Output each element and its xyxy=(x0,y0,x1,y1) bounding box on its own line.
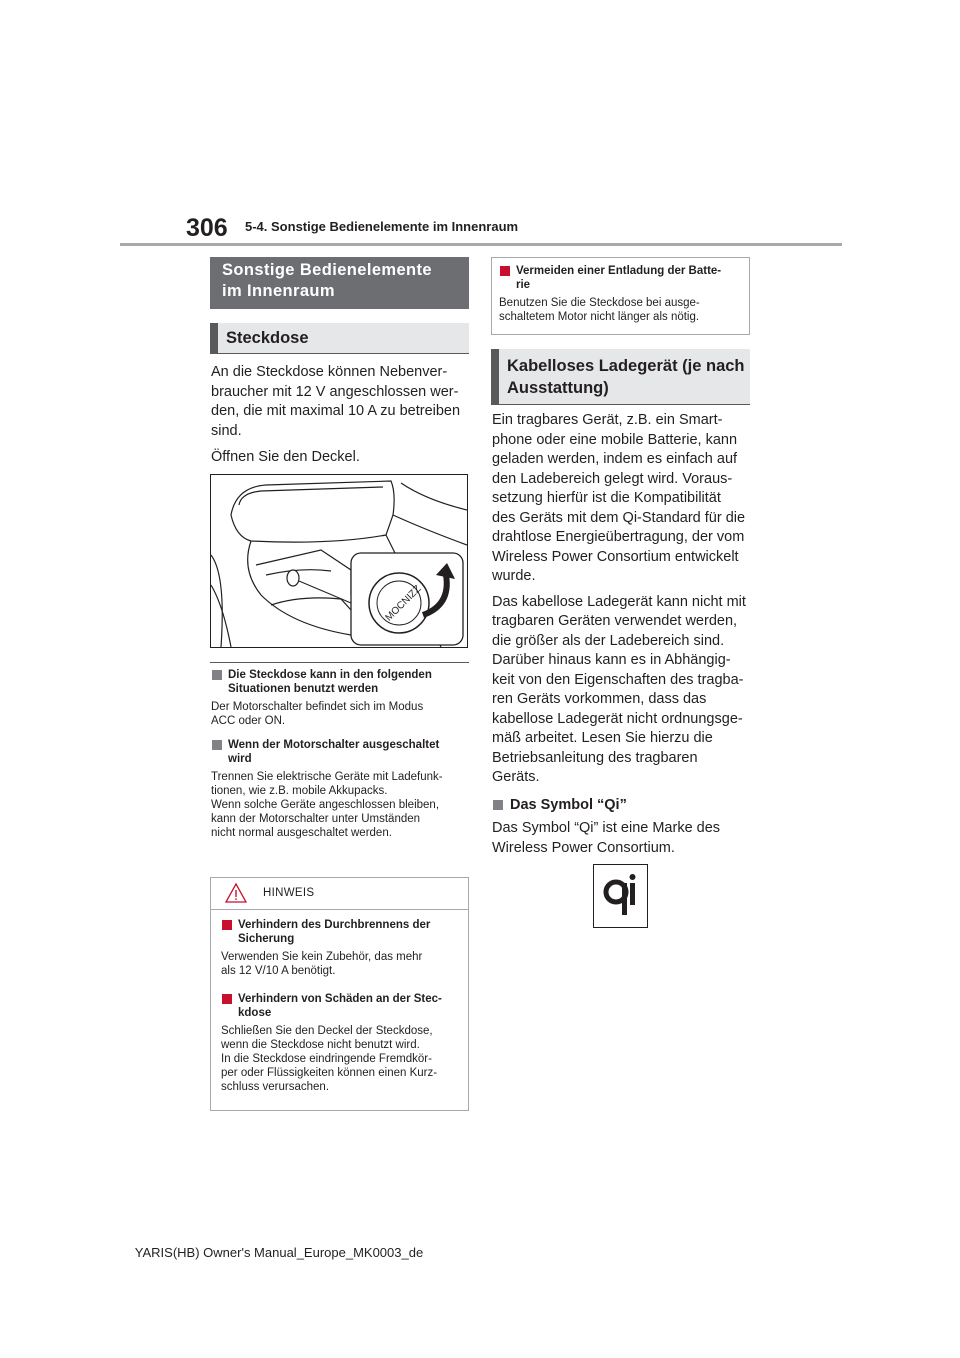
kabellos-p2-line: die größer als der Ladebereich sind. xyxy=(492,632,725,649)
hinweis2-body-line3: In die Steckdose eindringende Fremdkör- xyxy=(221,1053,432,1065)
note1-body-line2: ACC oder ON. xyxy=(211,715,286,727)
kabellos-p1-line: den Ladebereich gelegt wird. Voraus- xyxy=(492,470,733,487)
qi-title: Das Symbol “Qi” xyxy=(510,796,627,813)
qi-logo-icon xyxy=(594,865,647,927)
steckdose-intro xyxy=(211,363,469,468)
kabellos-p1-line: phone oder eine mobile Batterie, kann xyxy=(492,431,738,448)
steckdose-heading: Steckdose xyxy=(210,323,469,354)
kabellos-p1-line: Ein tragbares Gerät, z.B. ein Smart- xyxy=(492,412,723,428)
notes-divider xyxy=(210,662,469,663)
kabellos-para1 xyxy=(492,411,752,587)
battery-note-title xyxy=(499,264,742,292)
battery-body-line1: Benutzen Sie die Steckdose bei ausge- xyxy=(499,297,700,309)
qi-logo-box xyxy=(593,864,648,928)
footer xyxy=(0,1245,960,1260)
kabellos-p1-line: des Geräts mit dem Qi-Standard für die xyxy=(492,509,746,526)
battery-title-line1: Vermeiden einer Entladung der Batte- xyxy=(516,265,722,277)
hinweis2-body-line2: wenn die Steckdose nicht benutzt wird. xyxy=(221,1039,420,1051)
steckdose-para2: Öffnen Sie den Deckel. xyxy=(211,449,360,465)
kabellos-p2-line: keit von den Eigenschaften des tragba- xyxy=(492,671,744,688)
hinweis2-body-line1: Schließen Sie den Deckel der Steckdose, xyxy=(221,1025,433,1037)
note2-body-line5: nicht normal ausgeschaltet werden. xyxy=(211,827,392,839)
console-drawing xyxy=(211,475,467,647)
note2-body-line1: Trennen Sie elektrische Geräte mit Ladefunk- xyxy=(211,771,443,783)
steckdose-para1-line4: sind. xyxy=(211,422,242,439)
note2-body-line2: tionen, wie z.B. mobile Akkupacks. xyxy=(211,785,388,797)
hinweis2-title-line2: kdose xyxy=(238,1007,272,1019)
steckdose-para1-line1: An die Steckdose können Nebenver- xyxy=(211,364,448,380)
hinweis-item-title xyxy=(221,992,458,1020)
kabellos-p1-line: drahtlose Energieübertragung, der vom xyxy=(492,529,745,545)
footer-text: YARIS(HB) Owner's Manual_Europe_MK0003_de xyxy=(134,1245,424,1260)
kabellos-p1-line: wurde. xyxy=(492,568,536,584)
kabellos-p2-line: ren Geräts vorkommen, dass das xyxy=(492,691,707,707)
hinweis2-body-line5: schluss verursachen. xyxy=(221,1081,330,1093)
kabellos-p2-line: tragbaren Geräten verwendet werden, xyxy=(492,613,738,629)
hinweis2-body-line4: per oder Flüssigkeiten können einen Kurz- xyxy=(221,1067,438,1079)
kabellos-p2-line: Das kabellose Ladegerät kann nicht mit xyxy=(492,593,746,610)
hinweis2-title-line1: Verhindern von Schäden an der Stec- xyxy=(238,993,442,1005)
power-outlet-illustration xyxy=(210,474,468,648)
hinweis-item-body xyxy=(221,950,458,978)
chapter-title-line1: Sonstige Bedienelemente xyxy=(222,261,433,279)
battery-body-line2: schaltetem Motor nicht länger als nötig. xyxy=(499,311,700,323)
note-body xyxy=(211,700,469,728)
hinweis1-title-line1: Verhindern des Durchbrennens der xyxy=(238,919,431,931)
hinweis1-title-line2: Sicherung xyxy=(238,933,295,945)
cap-text: MOCNIZZ xyxy=(383,583,424,624)
note1-title-line2: Situationen benutzt werden xyxy=(228,683,379,695)
section-path: 5-4. Sonstige Bedienelemente im Innenraum xyxy=(245,219,519,234)
note-body xyxy=(211,770,469,840)
kabellos-p1-line: Wireless Power Consortium entwickelt xyxy=(492,548,739,565)
note-title xyxy=(211,738,469,766)
steckdose-notes xyxy=(211,668,469,850)
header-rule xyxy=(120,243,842,246)
steckdose-heading-rule xyxy=(210,353,469,354)
qi-subheading xyxy=(492,796,752,816)
hinweis-item-title xyxy=(221,918,458,946)
outlet-small-icon xyxy=(287,570,299,586)
kabellos-p2-line: Darüber hinaus kann es in Abhängig- xyxy=(492,652,731,668)
steckdose-para1-line2: braucher mit 12 V angeschlossen wer- xyxy=(211,383,459,400)
kabellos-p2-line: Betriebsanleitung des tragbaren xyxy=(492,749,698,766)
kabellos-p2-line: kabellose Ladegerät nicht ordnungsge- xyxy=(492,710,743,727)
hinweis-header xyxy=(211,878,468,910)
kabellos-p1-line: setzung hierfür ist die Kompatibilität xyxy=(492,490,721,506)
note-title xyxy=(211,668,469,696)
chapter-title-line2: im Innenraum xyxy=(222,282,335,300)
hinweis1-body-line2: als 12 V/10 A benötigt. xyxy=(221,965,336,977)
kabellos-body xyxy=(492,411,752,858)
kabellos-heading xyxy=(491,349,750,405)
note2-title-line1: Wenn der Motorschalter ausgeschaltet xyxy=(228,739,440,751)
note2-body-line4: kann der Motorschalter unter Umständen xyxy=(211,813,421,825)
note2-title-line2: wird xyxy=(228,753,252,765)
kabellos-heading-rule xyxy=(491,404,750,405)
hinweis1-body-line1: Verwenden Sie kein Zubehör, das mehr xyxy=(221,951,423,963)
battery-note-box xyxy=(491,257,750,335)
kabellos-p2-line: Geräts. xyxy=(492,769,540,785)
bullet-square-icon xyxy=(493,800,503,810)
battery-note-body xyxy=(499,296,742,324)
warning-triangle-icon xyxy=(224,882,248,904)
steckdose-para1-line3: den, die mit maximal 10 A zu betreiben xyxy=(211,403,461,419)
hinweis-label: HINWEIS xyxy=(263,887,315,899)
kabellos-heading-line1: Kabelloses Ladegerät (je nach xyxy=(507,357,745,375)
battery-title-line2: rie xyxy=(516,279,531,291)
hinweis-item-body xyxy=(221,1024,458,1094)
kabellos-para2 xyxy=(492,593,752,788)
hinweis-box xyxy=(210,877,469,1111)
qi-body-line1: Das Symbol “Qi” ist eine Marke des xyxy=(492,820,721,836)
kabellos-p1-line: geladen werden, indem es einfach auf xyxy=(492,451,738,467)
chapter-title-box xyxy=(210,257,469,309)
note1-title-line1: Die Steckdose kann in den folgenden xyxy=(228,669,432,681)
qi-body-line2: Wireless Power Consortium. xyxy=(492,839,675,856)
note1-body-line1: Der Motorschalter befindet sich im Modus xyxy=(211,701,424,713)
kabellos-heading-line2: Ausstattung) xyxy=(507,379,609,397)
note2-body-line3: Wenn solche Geräte angeschlossen bleiben, xyxy=(211,799,440,811)
kabellos-p2-line: mäß arbeitet. Lesen Sie hierzu die xyxy=(492,730,713,746)
page-number: 306 xyxy=(186,214,228,242)
